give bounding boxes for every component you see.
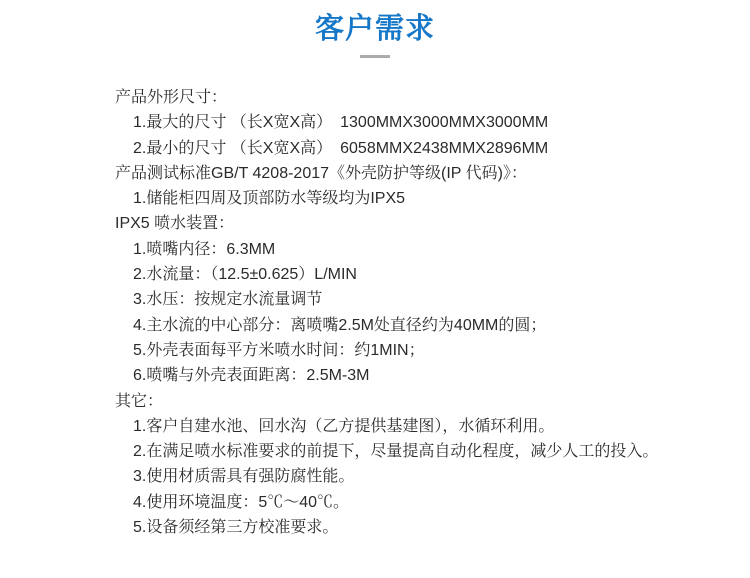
requirement-line: 2.最小的尺寸 （长X宽X高） 6058MMX2438MMX2896MM (133, 139, 549, 157)
requirement-line: 6.喷嘴与外壳表面距离：2.5M-3M (133, 367, 370, 385)
requirement-line: 1.客户自建水池、回水沟（乙方提供基建图），水循环利用。 (133, 417, 555, 435)
requirement-line: 1.最大的尺寸 （长X宽X高） 1300MMX3000MMX3000MM (133, 114, 549, 132)
requirement-line: 1.储能柜四周及顶部防水等级均为IPX5 (133, 190, 406, 208)
requirement-line: 4.使用环境温度：5℃～40℃。 (133, 493, 350, 511)
page-title: 客户需求 (314, 13, 435, 45)
requirement-line: 4.主水流的中心部分：离喷嘴2.5M处直径约为40MM的圆； (133, 316, 547, 334)
requirement-line: 产品测试标准GB/T 4208-2017《外壳防护等级(IP 代码)》： (115, 164, 527, 182)
requirements-list (115, 85, 750, 540)
requirement-line: 1.喷嘴内径：6.3MM (133, 240, 276, 258)
title-divider (360, 55, 390, 58)
requirement-line: 5.外壳表面每平方米喷水时间：约1MIN； (133, 341, 425, 359)
requirement-line: 3.水压：按规定水流量调节 (133, 291, 323, 309)
requirement-line: 产品外形尺寸： (115, 89, 228, 106)
requirement-line: IPX5 喷水装置： (115, 215, 235, 233)
requirement-line: 5.设备须经第三方校准要求。 (133, 519, 339, 537)
page (0, 13, 750, 578)
requirement-line: 其它： (115, 392, 164, 410)
requirement-line: 2.水流量：（12.5±0.625）L/MIN (133, 266, 357, 284)
requirement-line: 3.使用材质需具有强防腐性能。 (133, 468, 355, 486)
requirement-line: 2.在满足喷水标准要求的前提下，尽量提高自动化程度，减少人工的投入。 (133, 443, 659, 461)
